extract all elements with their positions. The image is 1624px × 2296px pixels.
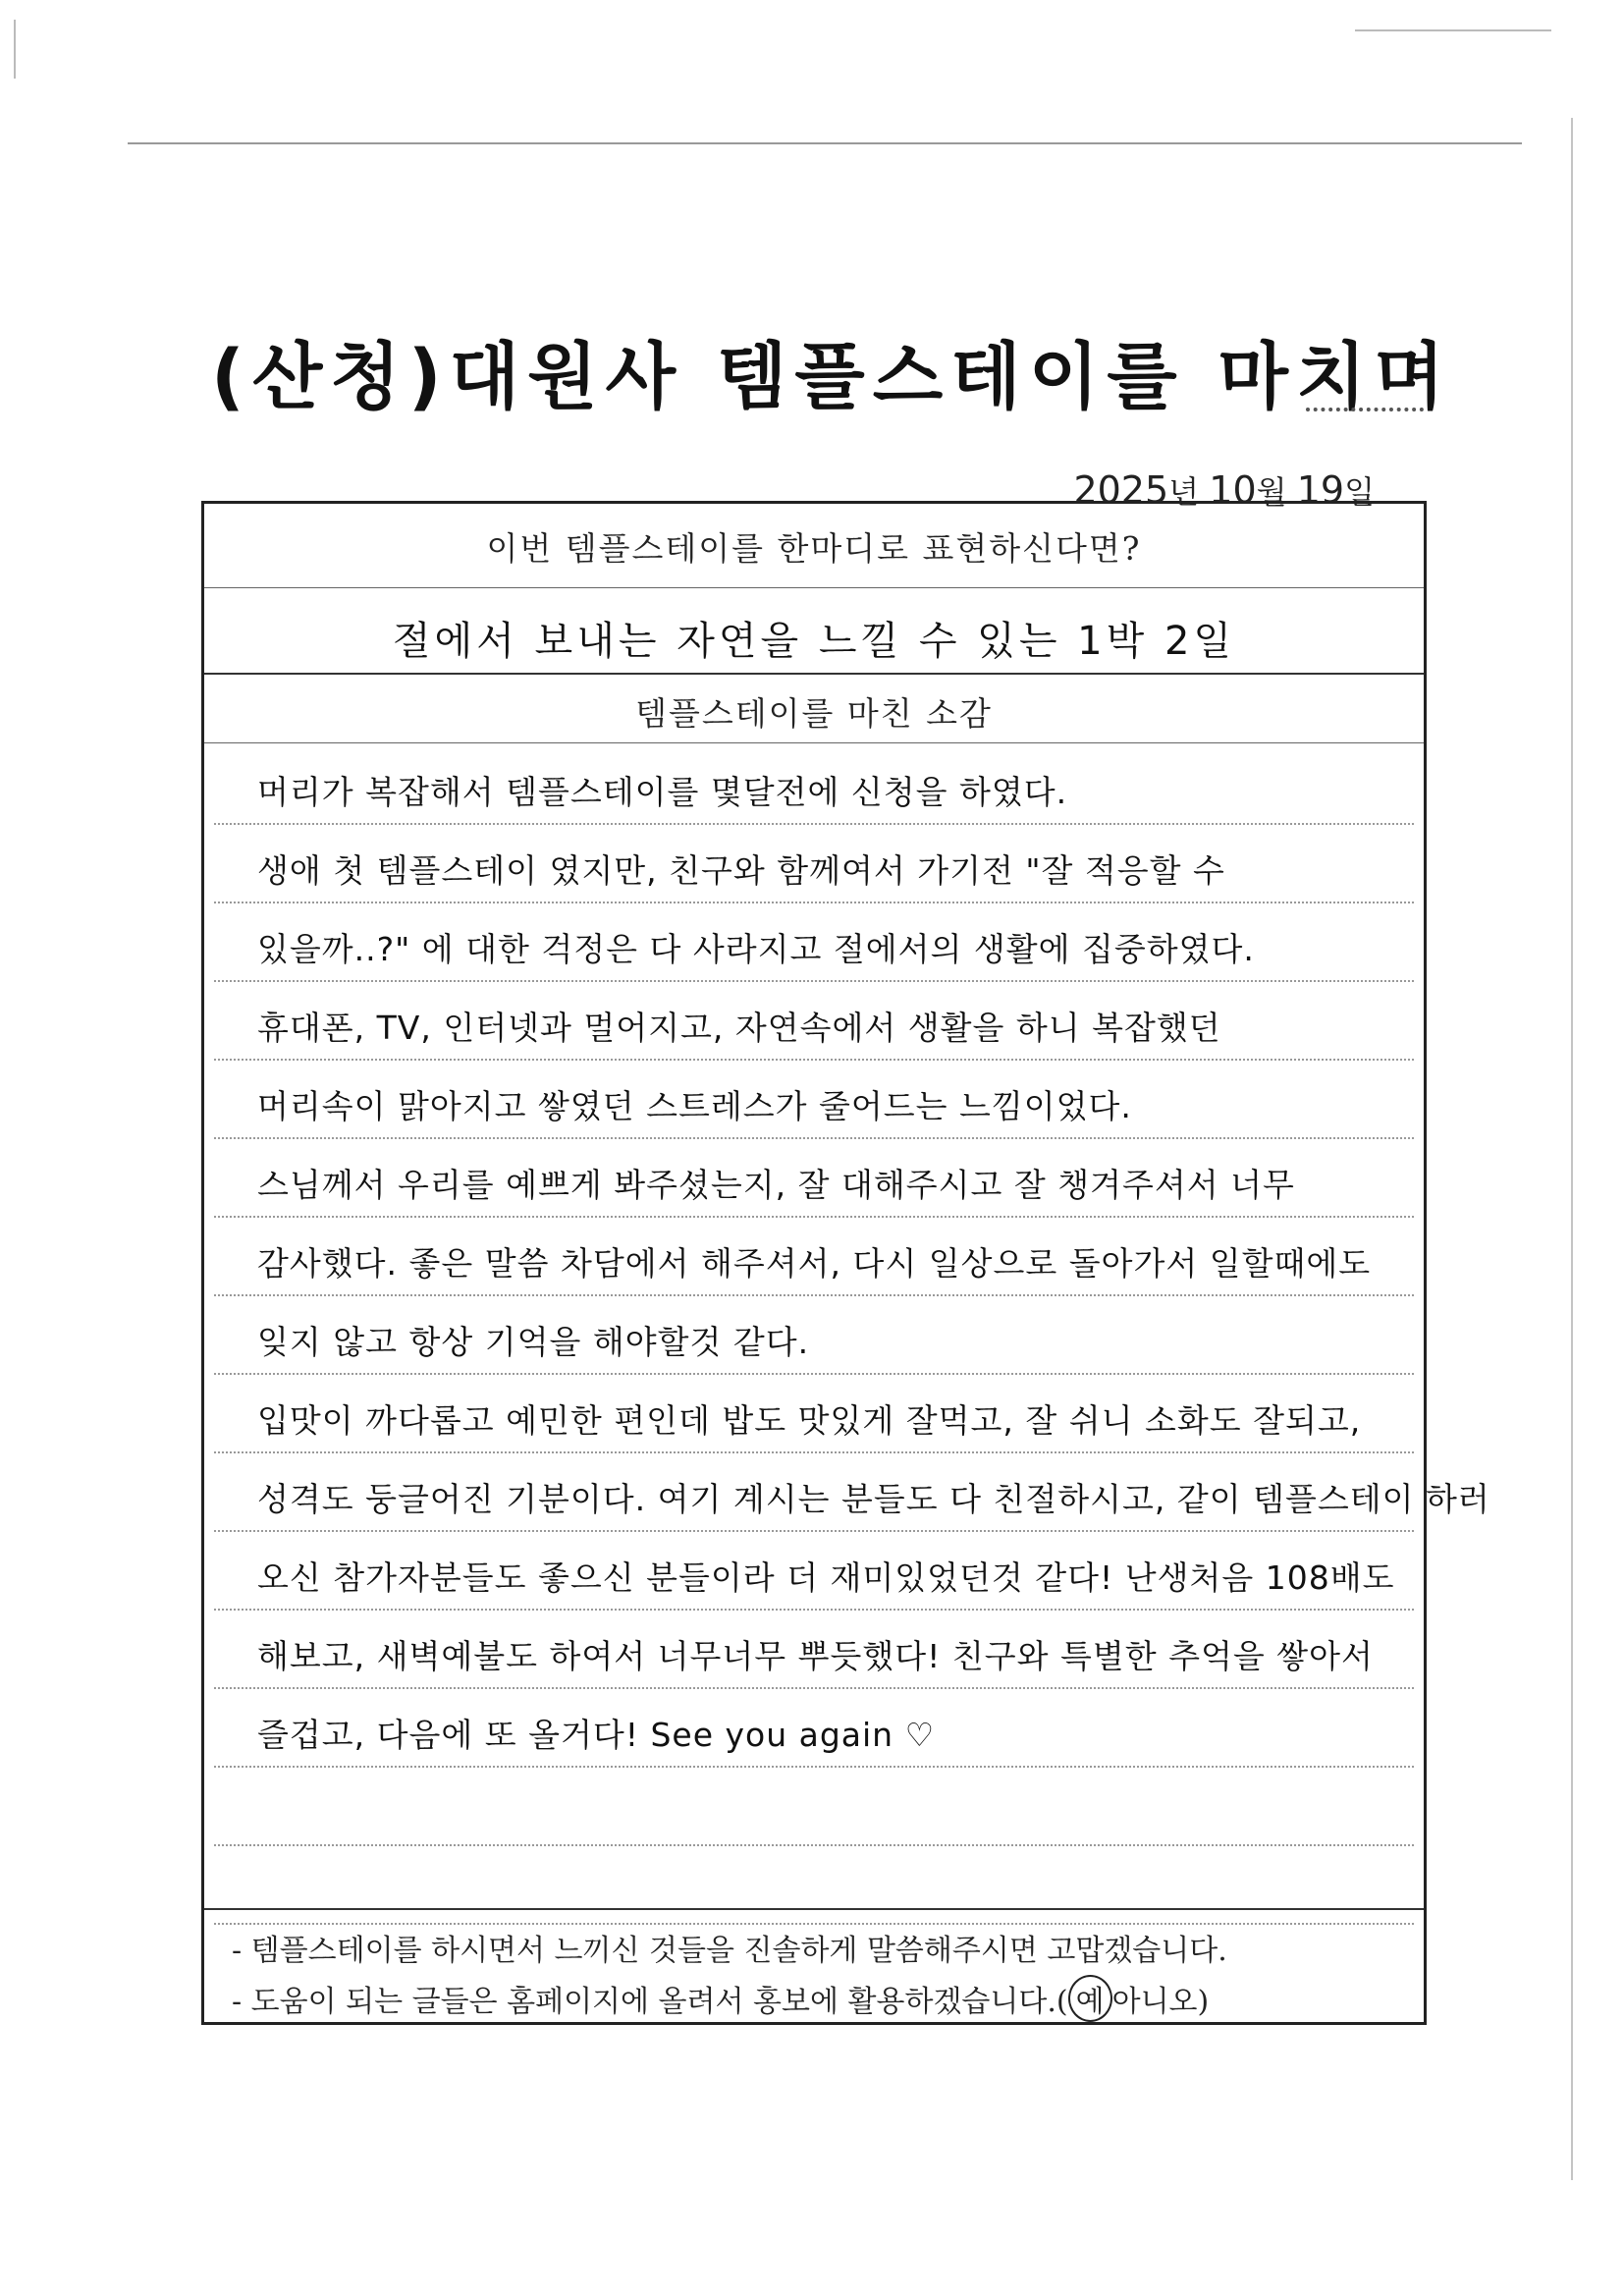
feedback-line: 입맛이 까다롭고 예민한 편인데 밥도 맛있게 잘먹고, 잘 쉬니 소화도 잘되고,	[214, 1373, 1414, 1453]
divider	[204, 1908, 1424, 1910]
note-2	[232, 1975, 1209, 2022]
date-year-unit: 년	[1168, 473, 1200, 511]
page-title: (산청)대원사 템플스테이를 마치며	[211, 335, 1452, 419]
scan-artifact-corner	[1355, 29, 1551, 31]
feedback-line: 있을까..?" 에 대한 걱정은 다 사라지고 절에서의 생활에 집중하였다.	[214, 902, 1414, 982]
divider	[204, 587, 1424, 588]
feedback-form	[201, 501, 1490, 2025]
feedback-line: 성격도 둥글어진 기분이다. 여기 계시는 분들도 다 친절하시고, 같이 템플스테이 하러	[214, 1451, 1414, 1532]
feedback-line: 해보고, 새벽예불도 하여서 너무너무 뿌듯했다! 친구와 특별한 추억을 쌓아서	[214, 1609, 1414, 1689]
question-oneword: 이번 템플스테이를 한마디로 표현하신다면?	[486, 529, 1142, 568]
feedback-line: 즐겁고, 다음에 또 올거다! See you again ♡	[214, 1687, 1414, 1768]
consent-no: 아니오)	[1111, 1985, 1210, 2019]
note-1: - 템플스테이를 하시면서 느끼신 것들을 진솔하게 말씀해주시면 고맙겠습니다.	[232, 1934, 1227, 1968]
feedback-line	[214, 1844, 1414, 1925]
date-month: 10	[1209, 468, 1257, 512]
date-year: 2025	[1073, 468, 1169, 512]
feedback-line: 머리속이 맑아지고 쌓였던 스트레스가 줄어드는 느낌이었다.	[214, 1059, 1414, 1139]
scan-artifact-left	[14, 20, 16, 79]
feedback-line: 생애 첫 템플스테이 였지만, 친구와 함께여서 가기전 "잘 적응할 수	[214, 823, 1414, 903]
feedback-line: 감사했다. 좋은 말씀 차담에서 해주셔서, 다시 일상으로 돌아가서 일할때에도	[214, 1216, 1414, 1296]
divider	[204, 673, 1424, 675]
scan-artifact-top	[128, 142, 1522, 144]
feedback-line: 잊지 않고 항상 기억을 해야할것 같다.	[214, 1294, 1414, 1375]
note-2-text: - 도움이 되는 글들은 홈페이지에 올려서 홍보에 활용하겠습니다.(	[232, 1985, 1068, 2019]
feedback-line: 휴대폰, TV, 인터넷과 멀어지고, 자연속에서 생활을 하니 복잡했던	[214, 980, 1414, 1061]
scan-artifact-right	[1571, 118, 1573, 2180]
answer-oneword: 절에서 보내는 자연을 느낄 수 있는 1박 2일	[392, 619, 1236, 664]
feedback-line	[214, 1766, 1414, 1846]
divider	[204, 742, 1424, 743]
date-day-unit: 일	[1344, 473, 1375, 511]
title-dots	[1306, 408, 1424, 411]
feedback-line: 스님께서 우리를 예쁘게 봐주셨는지, 잘 대해주시고 잘 챙겨주셔서 너무	[214, 1137, 1414, 1218]
date-day: 19	[1296, 468, 1345, 512]
feedback-line: 오신 참가자분들도 좋으신 분들이라 더 재미있었던것 같다! 난생처음 108배도	[214, 1530, 1414, 1611]
question-feedback: 템플스테이를 마친 소감	[635, 694, 993, 733]
feedback-line: 머리가 복잡해서 템플스테이를 몇달전에 신청을 하였다.	[214, 744, 1414, 825]
consent-yes-circled: 예	[1068, 1975, 1112, 2022]
date-month-unit: 월	[1256, 473, 1287, 511]
